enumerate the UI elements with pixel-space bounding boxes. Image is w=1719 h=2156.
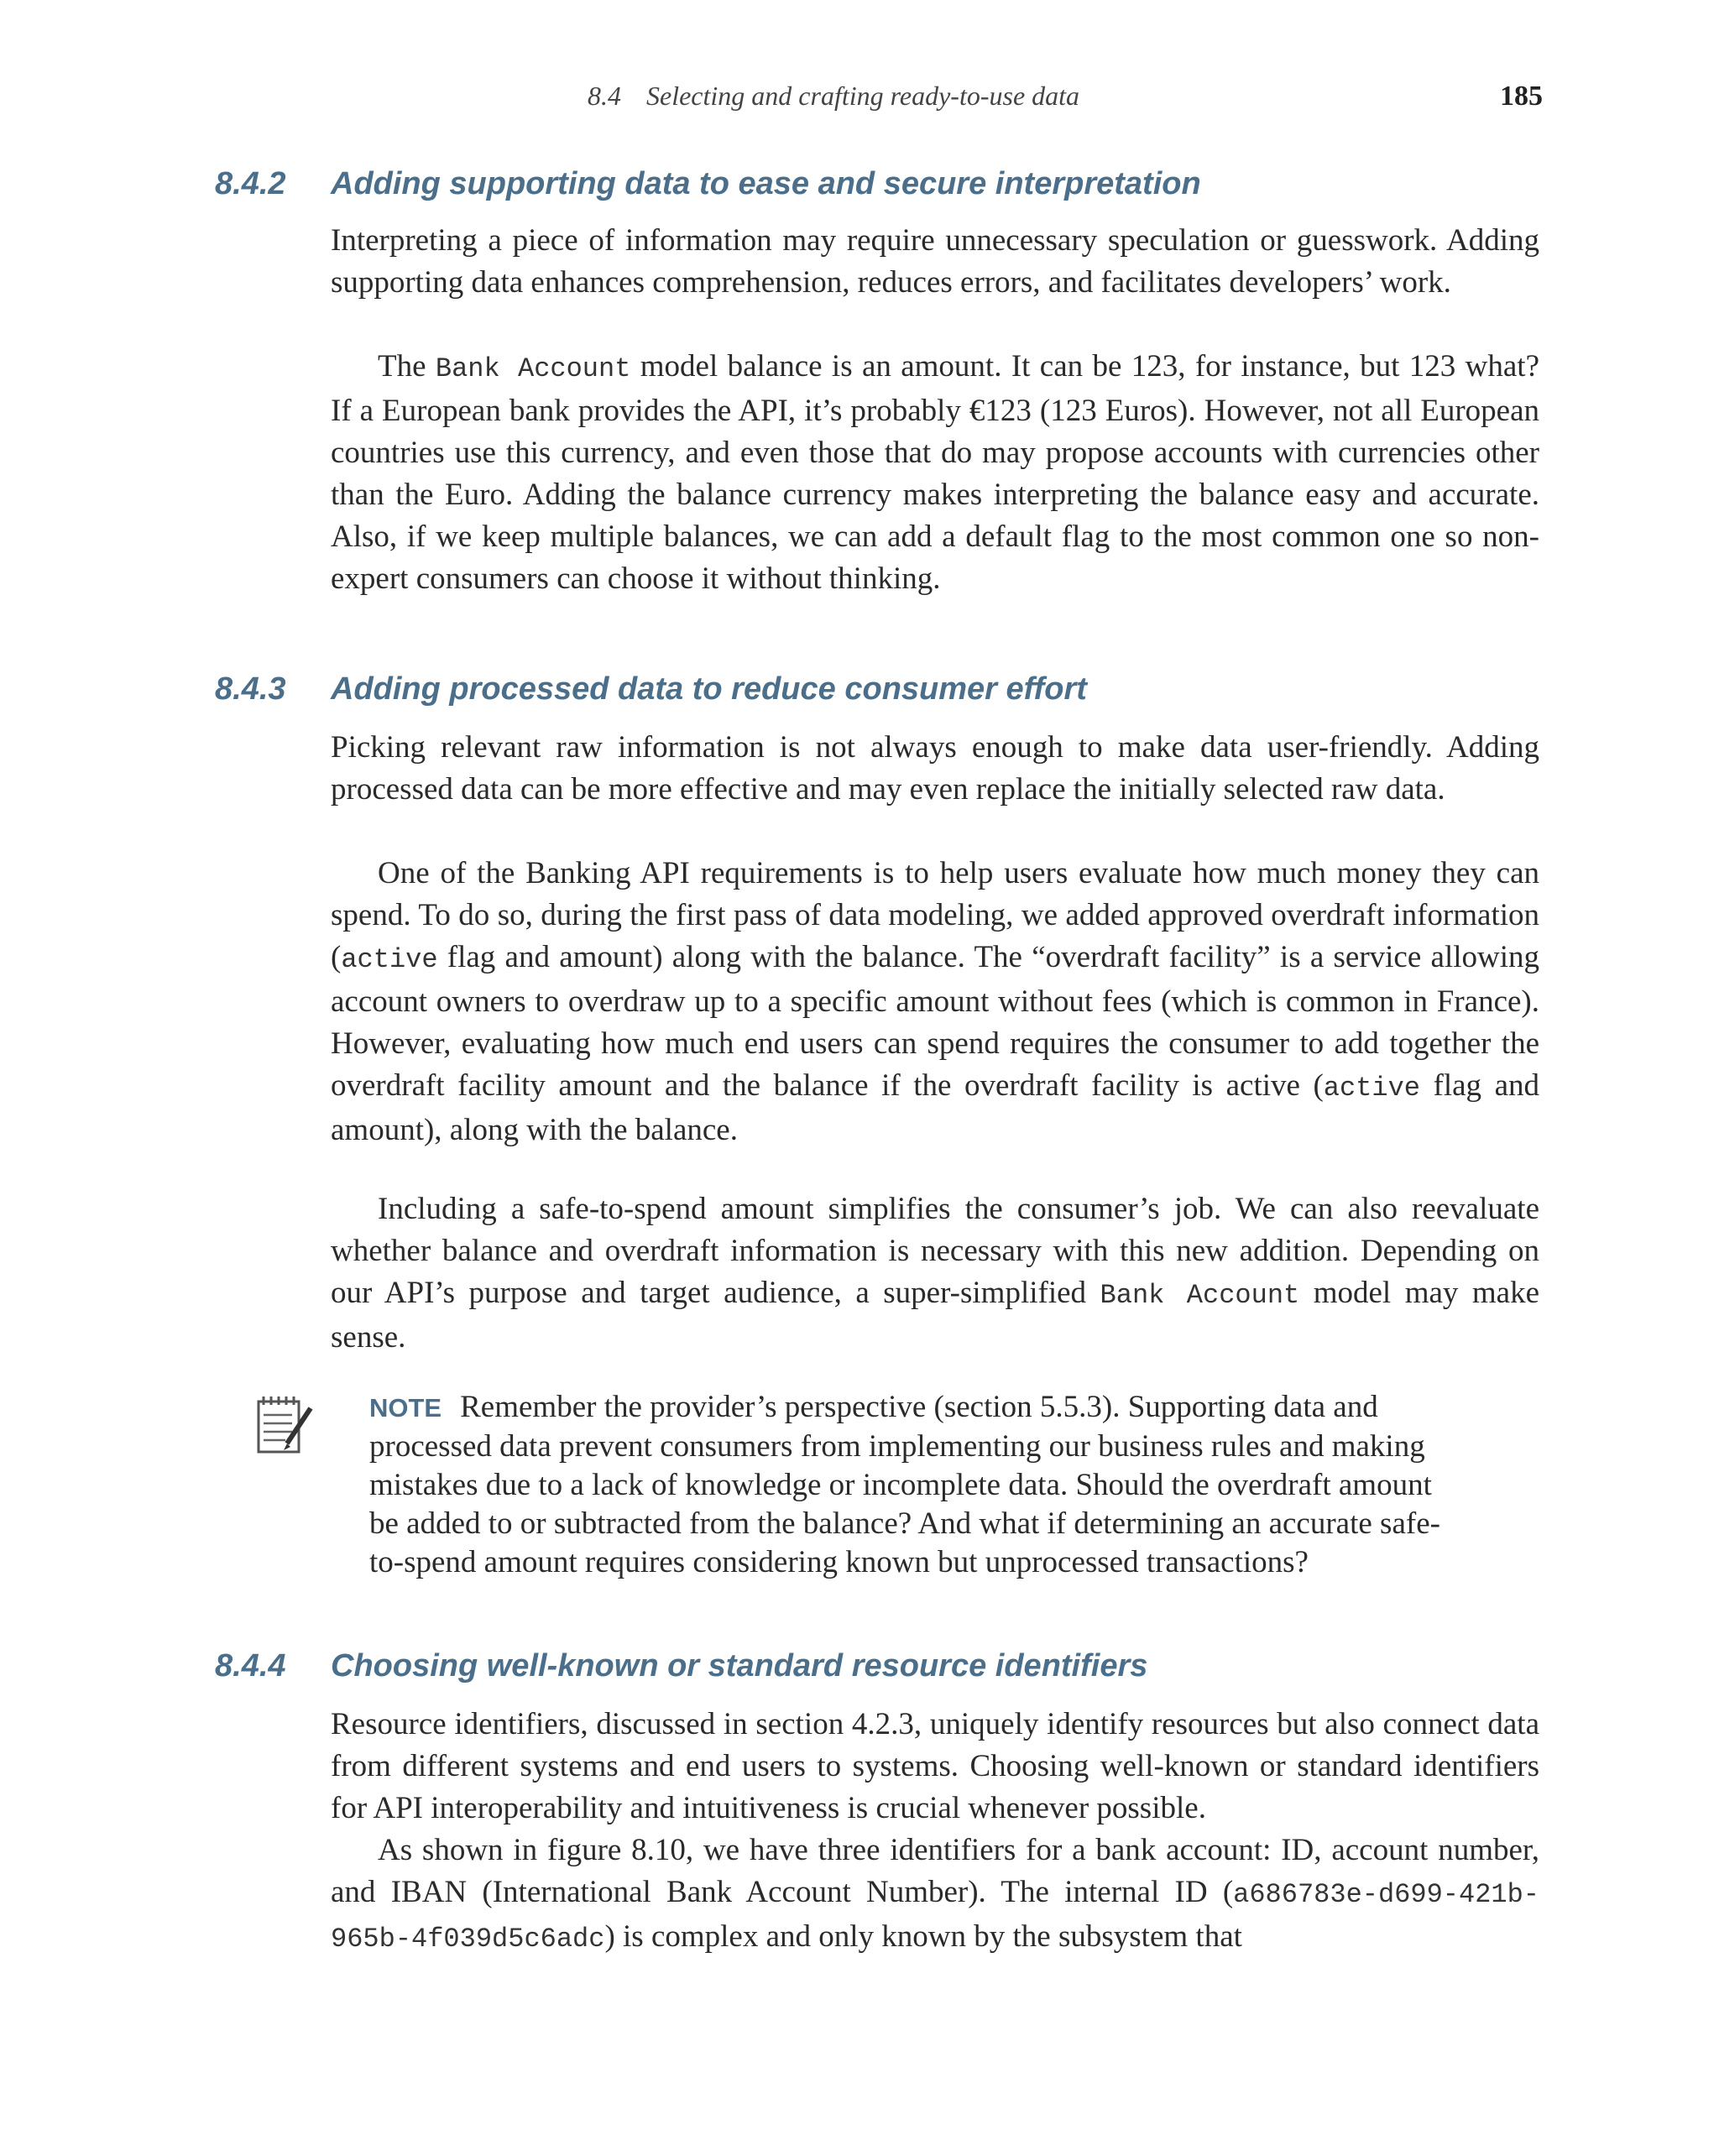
paragraph: Picking relevant raw information is not always enough to make data user-friendly. Adding processed data can be more effective and may even replace the initially selected raw data. [331, 730, 1539, 807]
section-number-8-4-3: 8.4.3 [215, 671, 286, 707]
note-callout [369, 1388, 1460, 1582]
running-head [588, 81, 1079, 112]
paragraph: Resource identifiers, discussed in section 4.2.3, uniquely identify resources but also connect data from different systems and end users to systems. Choosing well-known or standard identifiers for API interoperability and intuitiveness is crucial whenever possible. [331, 1707, 1539, 1825]
inline-code: active [1323, 1073, 1420, 1104]
note-label: NOTE [369, 1393, 442, 1423]
section-heading-8-4-2: Adding supporting data to ease and secure interpretation [331, 166, 1201, 201]
notepad-icon [253, 1393, 317, 1455]
page-number: 185 [1500, 81, 1543, 112]
running-head-title: Selecting and crafting ready-to-use data [646, 81, 1080, 111]
running-head-section: 8.4 [588, 81, 621, 111]
section-number-8-4-4: 8.4.4 [215, 1648, 286, 1684]
section-heading-8-4-4: Choosing well-known or standard resource identifiers [331, 1648, 1148, 1684]
paragraph: The Bank Account model balance is an amount. It can be 123, for instance, but 123 what? If a European bank provides the API, it’s probably €123 (123 Euros). However, not all European countries use this currency, and even those that do may propose accounts with currencies other than the Euro. Adding the balance currency makes interpreting the balance easy and accurate. Also, if we keep multiple balances, we can add a default flag to the most common one so non-expert consumers can choose it without thinking. [331, 349, 1539, 596]
inline-code: a686783e-d699-421b-965b-4f039d5c6adc [331, 1879, 1539, 1955]
note-text: Remember the provider’s perspective (section 5.5.3). Supporting data and processed data prevent consumers from implementing our business rules and making mistakes due to a lack of knowledge or incomplete data. Should the overdraft amount be added to or subtracted from the balance? And what if determining an accurate safe-to-spend amount requires considering known but unprocessed transactions? [369, 1390, 1440, 1579]
inline-code: active [341, 944, 438, 975]
paragraph: Interpreting a piece of information may require unnecessary speculation or guesswork. Adding supporting data enhances comprehension, reduces errors, and facilitates developers’ work. [331, 223, 1539, 300]
inline-code: Bank Account [1100, 1280, 1300, 1311]
section-heading-8-4-3: Adding processed data to reduce consumer effort [331, 671, 1087, 707]
paragraph: One of the Banking API requirements is to help users evaluate how much money they can spend. To do so, during the first pass of data modeling, we added approved overdraft information (active flag and amount) along with the balance. The “overdraft facility” is a service allowing account owners to overdraw up to a specific amount without fees (which is common in France). However, evaluating how much end users can spend requires the consumer to add together the overdraft facility amount and the balance if the overdraft facility is active (active flag and amount), along with the balance. [331, 856, 1539, 1147]
inline-code: Bank Account [435, 353, 631, 384]
section-number-8-4-2: 8.4.2 [215, 166, 286, 201]
paragraph: Including a safe-to-spend amount simplifies the consumer’s job. We can also reevaluate whether balance and overdraft information is necessary with this new addition. Depending on our API’s purpose and target audience, a super-simplified Bank Account model may make sense. [331, 1192, 1540, 1355]
paragraph: As shown in figure 8.10, we have three identifiers for a bank account: ID, account number, and IBAN (International Bank Account Number). The internal ID (a686783e-d699-421b-965b-4f039d5c6adc) is complex and only known by the subsystem that [331, 1833, 1539, 1955]
